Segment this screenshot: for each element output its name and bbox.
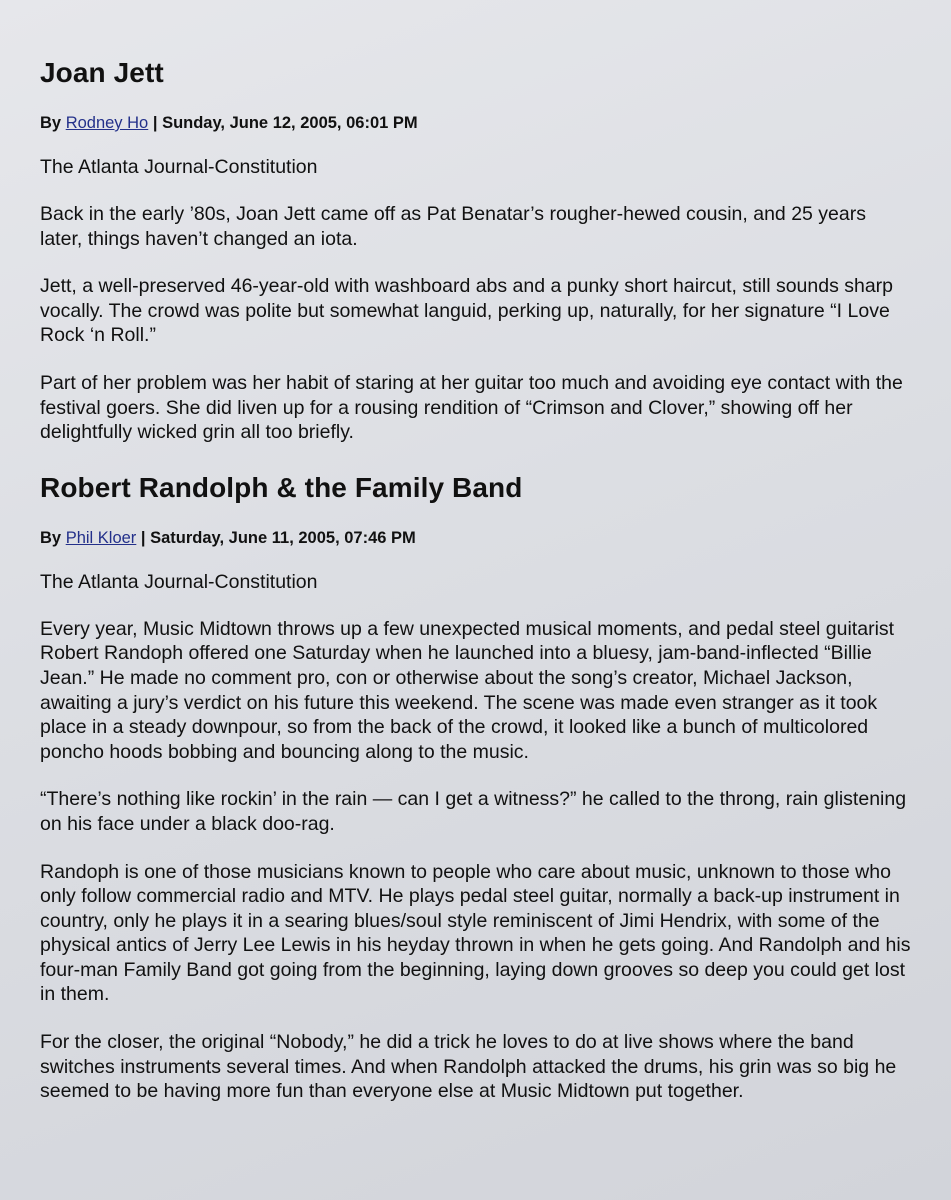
byline-by-label: By (40, 528, 62, 547)
article-paragraph: Jett, a well-preserved 46-year-old with washboard abs and a punky short haircut, still sounds sharp vocally. The crowd was polite but somewhat languid, perking up, naturally, for her signature “I Love Rock ‘n Roll.” (40, 275, 894, 347)
publication-name: The Atlanta Journal-Constitution (40, 156, 318, 178)
article-paragraph: “There’s nothing like rockin’ in the rain — can I get a witness?” he called to the throng, rain glistening on his face under a black doo-rag. (40, 788, 907, 835)
article-joan-jett (40, 56, 911, 445)
article-paragraph: Every year, Music Midtown throws up a few unexpected musical moments, and pedal steel guitarist Robert Randoph offered one Saturday when he launched into a bluesy, jam-band-inflected “Billie Jean.” He made no comment pro, con or otherwise about the song’s creator, Michael Jackson, awaiting a jury’s verdict on his future this weekend. The scene was made even stranger as it took place in a steady downpour, so from the back of the crowd, it looked like a bunch of multicolored poncho hoods bobbing and bouncing along to the music. (40, 617, 895, 763)
author-link[interactable]: Phil Kloer (65, 528, 137, 547)
author-link[interactable]: Rodney Ho (65, 114, 149, 132)
publish-date: Sunday, June 12, 2005, 06:01 PM (162, 114, 418, 132)
article-paragraph: Part of her problem was her habit of staring at her guitar too much and avoiding eye contact with the festival goers. She did liven up for a rousing rendition of “Crimson and Clover,” showing off her delightfully wicked grin all too briefly. (40, 371, 903, 444)
article-headline: Joan Jett (40, 57, 164, 88)
byline-separator: | (140, 528, 146, 547)
byline-separator: | (152, 114, 158, 132)
article-paragraph: For the closer, the original “Nobody,” he did a trick he loves to do at live shows where the band switches instruments several times. And when Randolph attacked the drums, his grin was so big he seemed to be having more fun than everyone else at Music Midtown put together. (40, 1031, 897, 1103)
publication-name: The Atlanta Journal-Constitution (40, 570, 318, 593)
article-paragraph: Back in the early ’80s, Joan Jett came off as Pat Benatar’s rougher-hewed cousin, and 25 years later, things haven’t changed an iota. (40, 203, 866, 250)
article-robert-randolph (40, 471, 911, 1104)
byline (40, 527, 911, 549)
byline-by-label: By (40, 114, 62, 132)
byline (40, 112, 911, 134)
article-paragraph: Randoph is one of those musicians known to people who care about music, unknown to those who only follow commercial radio and MTV. He plays pedal steel guitar, normally a back-up instrument in country, only he plays it in a searing blues/soul style reminiscent of Jimi Hendrix, with some of the physical antics of Jerry Lee Lewis in his heyday thrown in when he gets going. And Randolph and his four-man Family Band got going from the beginning, laying down grooves so deep you could get lost in them. (40, 860, 911, 1006)
publish-date: Saturday, June 11, 2005, 07:46 PM (150, 528, 416, 547)
article-headline: Robert Randolph & the Family Band (40, 471, 523, 503)
